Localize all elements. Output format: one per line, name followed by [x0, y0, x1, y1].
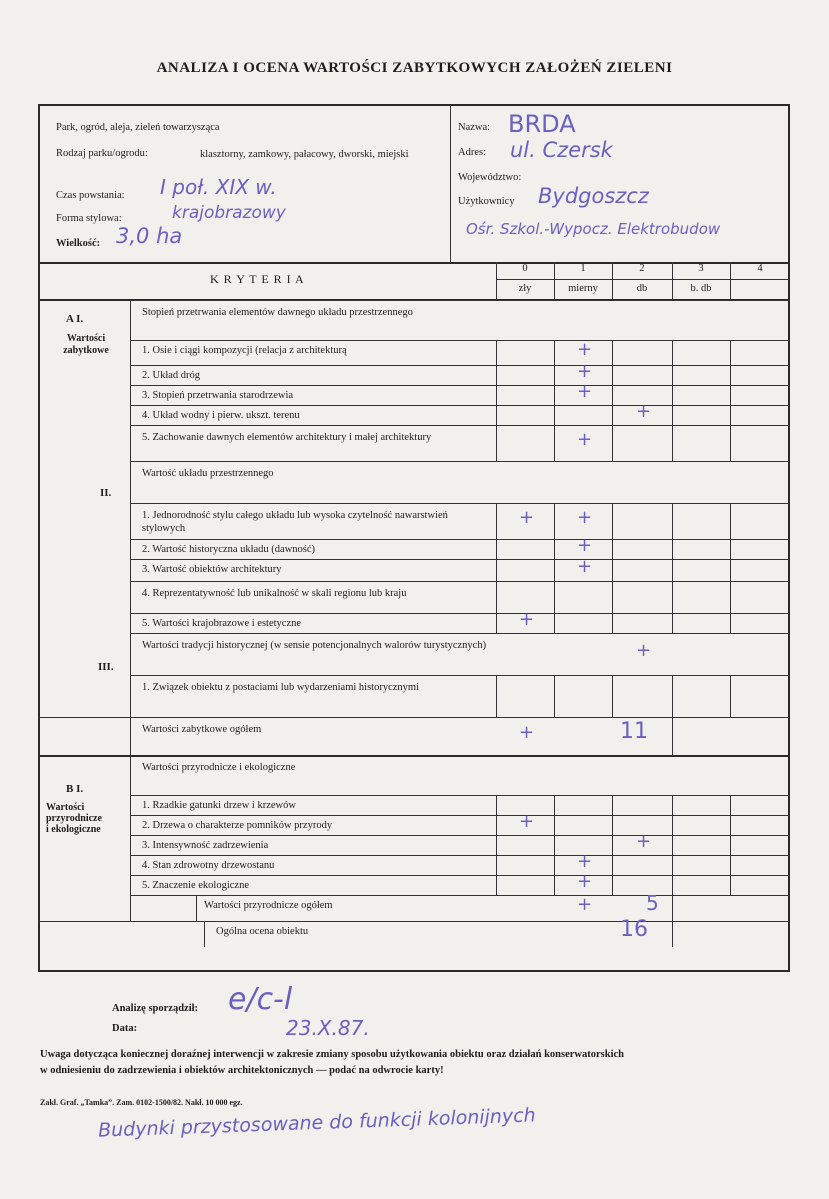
score-mark: +: [577, 894, 593, 915]
cell-divider: [612, 425, 613, 461]
cell-divider: [554, 365, 555, 385]
uwaga-line-1: Uwaga dotycząca koniecznej doraźnej interwencji w zakresie zmiany sposobu użytkowania obiektu oraz działań konserwatorskich: [40, 1049, 624, 1060]
criterion-item: 1. Związek obiektu z postaciami lub wydarzeniami historycznymi: [142, 682, 419, 693]
score-col-divider: [730, 262, 731, 299]
section-a-code: A I.: [66, 313, 84, 325]
criterion-item: 4. Układ wodny i pierw. ukszt. terenu: [142, 410, 300, 421]
criterion-item: 2. Wartość historyczna układu (dawność): [142, 544, 316, 555]
cell-divider: [554, 425, 555, 461]
score-heading: 2: [639, 263, 645, 274]
criterion-item: 3. Wartość obiektów architektury: [142, 564, 282, 575]
score-mark: +: [577, 381, 593, 402]
cell-divider: [672, 875, 673, 895]
row-divider: [130, 559, 790, 560]
score-label: b. db: [690, 283, 712, 294]
criterion-item: 2. Układ dróg: [142, 370, 201, 381]
cell-divider: [730, 539, 731, 559]
cell-divider: [496, 675, 497, 717]
criterion-item: 1. Jednorodność stylu całego układu lub wysoka czytelność nawarstwień stylowych: [142, 510, 448, 534]
cell-divider: [554, 795, 555, 815]
cell-divider: [554, 855, 555, 875]
cell-divider: [672, 675, 673, 717]
cell-divider: [496, 365, 497, 385]
uzytkownicy-label: Użytkownicy: [458, 196, 515, 207]
criterion-item: 5. Znaczenie ekologiczne: [142, 880, 249, 891]
cell-divider: [672, 425, 673, 461]
score-mark: +: [577, 338, 593, 360]
score-mark: +: [577, 851, 593, 872]
cell-divider: [496, 425, 497, 461]
summary-handwritten: 5: [646, 891, 659, 915]
group-iii-number: III.: [98, 661, 114, 673]
cell-divider: [554, 835, 555, 855]
data-label: Data:: [112, 1023, 138, 1034]
cell-divider: [672, 815, 673, 835]
cell-divider: [196, 895, 197, 921]
row-divider: [130, 365, 790, 366]
row-divider: [130, 503, 790, 504]
score-mark: +: [519, 507, 535, 528]
cell-divider: [612, 385, 613, 405]
cell-divider: [612, 365, 613, 385]
cell-divider: [672, 340, 673, 365]
group-ii-number: II.: [100, 487, 112, 499]
czas-label: Czas powstania:: [56, 190, 125, 201]
row-divider: [130, 633, 790, 634]
total-handwritten: 16: [620, 917, 648, 942]
cell-divider: [612, 613, 613, 633]
cell-divider: [496, 405, 497, 425]
cell-divider: [672, 405, 673, 425]
nazwa-label: Nazwa:: [458, 122, 491, 133]
forma-label: Forma stylowa:: [56, 213, 122, 224]
criterion-item: 5. Wartości krajobrazowe i estetyczne: [142, 618, 302, 629]
row-divider: [130, 717, 790, 718]
page-title: ANALIZA I OCENA WARTOŚCI ZABYTKOWYCH ZAŁOŻEŃ ZIELENI: [156, 60, 673, 76]
criterion-item: 1. Rzadkie gatunki drzew i krzewów: [142, 800, 296, 811]
row-divider: [130, 539, 790, 540]
analize-handwritten: e/c-l: [228, 982, 293, 1017]
row-divider: [130, 385, 790, 386]
summary-handwritten: 11: [620, 719, 648, 744]
cell-divider: [554, 405, 555, 425]
cell-divider: [730, 795, 731, 815]
cell-divider: [496, 385, 497, 405]
uzytkownicy-handwritten-2: Ośr. Szkol.-Wypocz. Elektrobudow: [466, 220, 721, 238]
cell-divider: [672, 795, 673, 815]
cell-divider: [496, 340, 497, 365]
score-col-divider: [672, 262, 673, 299]
row-divider: [130, 895, 790, 896]
cell-divider: [730, 425, 731, 461]
rodzaj-value: klasztorny, zamkowy, pałacowy, dworski, miejski: [200, 149, 409, 160]
wojewodztwo-label: Województwo:: [458, 172, 522, 183]
cell-divider: [612, 815, 613, 835]
score-heading: 0: [522, 263, 528, 274]
score-mark: +: [519, 811, 535, 832]
cell-divider: [554, 539, 555, 559]
cell-divider: [496, 855, 497, 875]
cell-divider: [554, 503, 555, 539]
row-divider: [130, 855, 790, 856]
cell-divider: [554, 559, 555, 581]
row-divider: [130, 875, 790, 876]
summary-row: Wartości przyrodnicze ogółem: [204, 900, 333, 911]
uzytkownicy-handwritten: Bydgoszcz: [538, 184, 649, 208]
cell-divider: [672, 385, 673, 405]
criterion-item: 3. Stopień przetrwania starodrzewia: [142, 390, 294, 401]
criterion-item: 2. Drzewa o charakterze pomników przyrody: [142, 820, 333, 831]
row-divider: [130, 461, 790, 462]
section-col-divider: [130, 300, 131, 921]
row-divider: [130, 405, 790, 406]
cell-divider: [612, 795, 613, 815]
adres-label: Adres:: [458, 147, 486, 158]
criterion-item: 4. Stan zdrowotny drzewostanu: [142, 860, 275, 871]
cell-divider: [554, 581, 555, 613]
score-mark: +: [577, 361, 593, 382]
row-divider: [130, 581, 790, 582]
criterion-group: Wartość układu przestrzennego: [142, 468, 274, 479]
cell-divider: [730, 835, 731, 855]
cell-divider: [672, 855, 673, 875]
cell-divider: [612, 539, 613, 559]
data-handwritten: 23.X.87.: [286, 1016, 370, 1040]
cell-divider: [730, 875, 731, 895]
cell-divider: [554, 385, 555, 405]
row-divider: [130, 613, 790, 614]
score-label: db: [636, 283, 648, 294]
cell-divider: [612, 340, 613, 365]
row-divider: [130, 340, 790, 341]
analize-label: Analizę sporządził:: [112, 1003, 199, 1014]
criterion-group: Wartości tradycji historycznej (w sensie potencjonalnych walorów turystycznych): [142, 640, 487, 651]
cell-divider: [554, 340, 555, 365]
park-label: Park, ogród, aleja, zieleń towarzysząca: [56, 122, 220, 133]
cell-divider: [672, 921, 673, 947]
forma-handwritten: krajobrazowy: [172, 203, 286, 223]
score-mark: +: [636, 640, 652, 661]
nazwa-handwritten: BRDA: [508, 110, 576, 138]
cell-divider: [672, 503, 673, 539]
cell-divider: [612, 875, 613, 895]
score-mark: +: [636, 401, 652, 422]
total-row: Ogólna ocena obiektu: [216, 926, 309, 937]
criterion-item: 4. Reprezentatywność lub unikalność w skali regionu lub kraju: [142, 588, 407, 599]
cell-divider: [672, 581, 673, 613]
row-divider: [130, 921, 790, 922]
score-heading: 1: [580, 263, 586, 274]
score-label: mierny: [568, 283, 598, 294]
row-divider: [130, 795, 790, 796]
cell-divider: [496, 503, 497, 539]
cell-divider: [496, 581, 497, 613]
cell-divider: [554, 613, 555, 633]
czas-handwritten: I poł. XIX w.: [160, 175, 277, 199]
cell-divider: [730, 365, 731, 385]
row-divider: [38, 921, 130, 922]
score-label: zły: [518, 283, 532, 294]
uwaga-line-2: w odniesieniu do zadrzewienia i obiektów architektonicznych — podać na odwrocie karty!: [40, 1065, 444, 1076]
cell-divider: [730, 581, 731, 613]
score-mark: +: [519, 609, 535, 630]
score-mark: +: [577, 507, 593, 528]
cell-divider: [612, 559, 613, 581]
cell-divider: [730, 675, 731, 717]
criterion-item: 1. Osie i ciągi kompozycji (relacja z architekturą: [142, 345, 347, 356]
score-mark: +: [636, 831, 652, 852]
cell-divider: [204, 921, 205, 947]
cell-divider: [612, 855, 613, 875]
cell-divider: [496, 815, 497, 835]
score-col-divider: [496, 262, 497, 299]
row-divider: [130, 425, 790, 426]
cell-divider: [554, 815, 555, 835]
cell-divider: [612, 503, 613, 539]
row-divider: [130, 675, 790, 676]
wielkosc-handwritten: 3,0 ha: [116, 224, 183, 248]
criterion-item: 5. Zachowanie dawnych elementów architektury i małej architektury: [142, 432, 432, 443]
score-heading: 3: [698, 263, 704, 274]
rodzaj-label: Rodzaj parku/ogrodu:: [56, 148, 148, 159]
cell-divider: [496, 875, 497, 895]
cell-divider: [730, 405, 731, 425]
print-info: Zakł. Graf. „Tamka”. Zam. 0102-1500/82. Nakł. 10 000 egz.: [40, 1098, 243, 1107]
cell-divider: [496, 835, 497, 855]
cell-divider: [554, 875, 555, 895]
row-divider: [38, 717, 130, 718]
section-b-code: B I.: [66, 783, 84, 795]
criterion-item: 3. Intensywność zadrzewienia: [142, 840, 269, 851]
adres-handwritten: ul. Czersk: [510, 138, 613, 162]
section-b-label: Wartości przyrodnicze i ekologiczne: [46, 802, 102, 835]
cell-divider: [496, 559, 497, 581]
cell-divider: [672, 613, 673, 633]
section-a-label: Wartości zabytkowe: [63, 333, 109, 356]
score-mark: +: [577, 556, 593, 577]
cell-divider: [672, 717, 673, 755]
cell-divider: [730, 855, 731, 875]
cell-divider: [730, 503, 731, 539]
score-heading: 4: [757, 263, 763, 274]
cell-divider: [730, 559, 731, 581]
row-divider: [130, 815, 790, 816]
cell-divider: [730, 815, 731, 835]
wielkosc-label: Wielkość:: [56, 238, 101, 249]
cell-divider: [730, 385, 731, 405]
cell-divider: [672, 539, 673, 559]
bottom-handwritten: Budynki przystosowane do funkcji kolonijnych: [97, 1104, 536, 1142]
score-mark: +: [577, 871, 593, 892]
cell-divider: [672, 559, 673, 581]
cell-divider: [612, 581, 613, 613]
cell-divider: [496, 795, 497, 815]
cell-divider: [730, 340, 731, 365]
row-divider: [38, 755, 790, 757]
cell-divider: [496, 539, 497, 559]
cell-divider: [554, 675, 555, 717]
row-divider: [130, 300, 790, 301]
cell-divider: [672, 835, 673, 855]
criterion-group: Wartości przyrodnicze i ekologiczne: [142, 762, 296, 773]
cell-divider: [730, 613, 731, 633]
cell-divider: [496, 613, 497, 633]
score-col-divider: [554, 262, 555, 299]
kryteria-heading: K R Y T E R I A: [210, 272, 305, 286]
cell-divider: [612, 675, 613, 717]
score-col-divider: [612, 262, 613, 299]
cell-divider: [612, 835, 613, 855]
row-divider: [130, 835, 790, 836]
summary-row: Wartości zabytkowe ogółem: [142, 724, 262, 735]
criterion-group: Stopień przetrwania elementów dawnego układu przestrzennego: [142, 307, 413, 318]
score-mark: +: [577, 535, 593, 556]
cell-divider: [672, 365, 673, 385]
cell-divider: [612, 405, 613, 425]
score-mark: +: [519, 722, 535, 743]
cell-divider: [672, 895, 673, 921]
score-mark: +: [577, 429, 593, 450]
